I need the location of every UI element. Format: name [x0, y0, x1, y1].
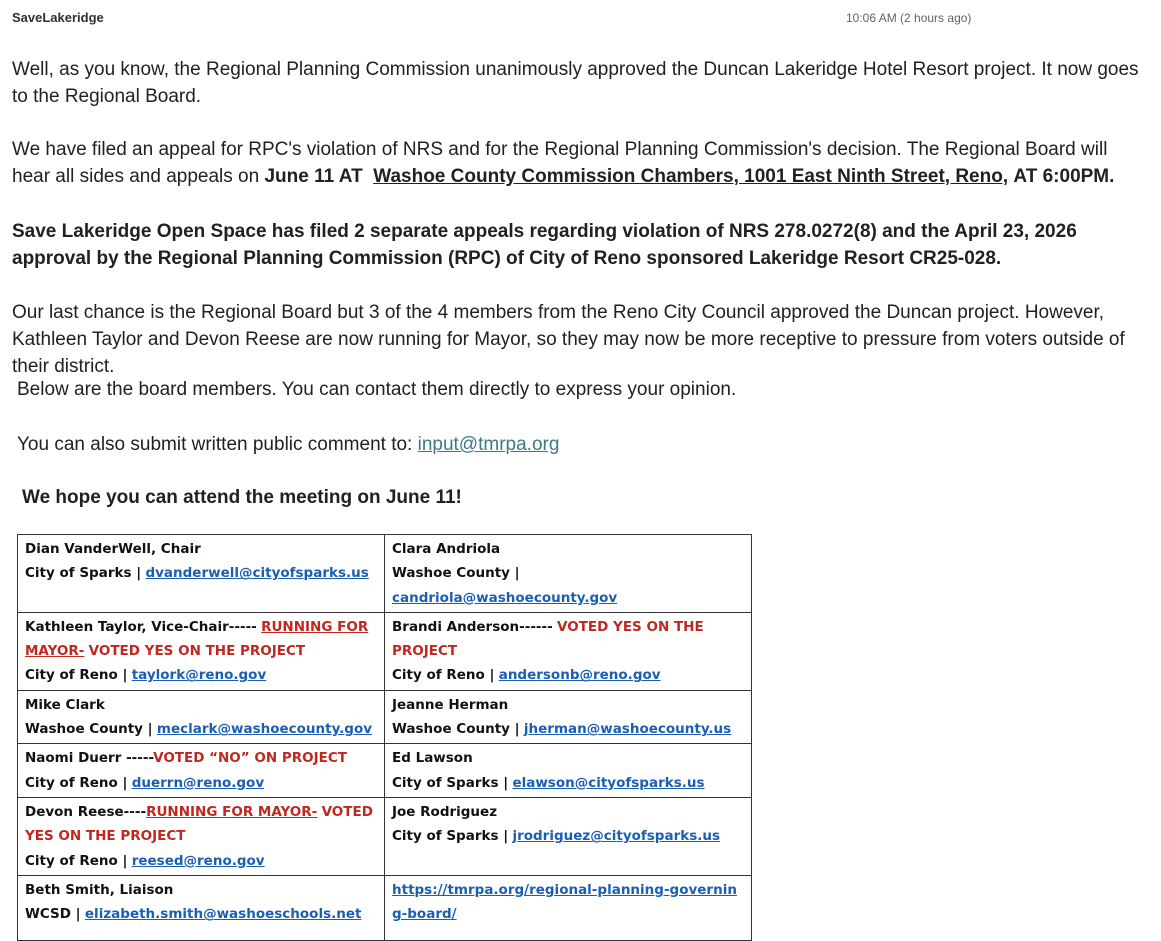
member-email-link[interactable]: duerrn@reno.gov — [131, 774, 265, 791]
member-email-link[interactable]: taylork@reno.gov — [131, 667, 267, 684]
running-for-mayor-note: RUNNING FOR MAYOR- — [146, 803, 318, 820]
member-email-link[interactable]: elawson@cityofsparks.us — [512, 774, 705, 791]
member-name: Joe Rodriguez — [392, 803, 498, 820]
paragraph-appeal — [12, 136, 1147, 190]
member-cell — [18, 875, 385, 940]
table-row — [18, 744, 752, 798]
timestamp: 10:06 AM (2 hours ago) — [846, 11, 972, 25]
member-org: City of Sparks | — [392, 774, 509, 791]
comment-email-link[interactable]: input@tmrpa.org — [417, 434, 560, 455]
member-cell — [385, 690, 752, 744]
member-org: City of Sparks | — [25, 565, 142, 582]
table-row — [18, 797, 752, 875]
hearing-location: Washoe County Commission Chambers, 1001 East Ninth Street, Reno, — [373, 166, 1009, 187]
public-comment-text: You can also submit written public comment to: — [17, 434, 418, 455]
member-cell — [18, 612, 385, 690]
table-row — [18, 690, 752, 744]
member-email-link[interactable]: andersonb@reno.gov — [498, 667, 661, 684]
vote-note: VOTED YES ON THE PROJECT — [25, 803, 373, 845]
member-name: Ed Lawson — [392, 750, 473, 767]
paragraph-board-members: Below are the board members. You can contact them directly to express your opinion. — [17, 379, 737, 400]
member-email-link[interactable]: dvanderwell@cityofsparks.us — [145, 565, 369, 582]
member-org: City of Sparks | — [392, 828, 509, 845]
paragraph-approval: Well, as you know, the Regional Planning Commission unanimously approved the Duncan Lakeridge Hotel Resort project. It now goes to the Regional Board. — [12, 59, 1139, 107]
member-cell — [385, 535, 752, 613]
table-row — [18, 535, 752, 613]
member-org: Washoe County | — [25, 721, 153, 738]
hearing-time: AT 6:00PM. — [1013, 166, 1115, 187]
member-email-link[interactable]: jherman@washoecounty.us — [523, 721, 732, 738]
paragraph-public-comment — [17, 431, 1152, 458]
member-name: Mike Clark — [25, 696, 105, 713]
sender-name[interactable]: SaveLakeridge — [12, 10, 104, 25]
member-cell — [385, 744, 752, 798]
member-org: City of Reno | — [392, 667, 495, 684]
attend-text: We hope you can attend the meeting on June 11! — [22, 487, 462, 508]
member-name: Dian VanderWell, Chair — [25, 541, 201, 557]
member-name: Jeanne Herman — [392, 696, 509, 713]
member-org: WCSD | — [25, 906, 81, 923]
appeal-text: We have filed an appeal for RPC's violation of NRS and for the Regional Planning Commission's decision. The Regional Board will hear all sides and appeals on — [12, 139, 1108, 187]
member-name: Devon Reese---- — [25, 803, 147, 820]
member-org: City of Reno | — [25, 774, 128, 791]
table-row — [18, 612, 752, 690]
table-row — [18, 875, 752, 940]
member-email-link[interactable]: meclark@washoecounty.gov — [156, 721, 373, 738]
vote-note: VOTED YES ON THE PROJECT — [392, 618, 704, 660]
member-cell — [385, 612, 752, 690]
appeals-filed-text: Save Lakeridge Open Space has filed 2 separate appeals regarding violation of NRS 278.0272(8) and the April 23, 2026 approval by the Regional Planning Commission (RPC) of City of Reno sponsored Lakeridge Resort CR25-028. — [12, 221, 1077, 269]
member-org: City of Reno | — [25, 852, 128, 869]
paragraph-attend — [22, 484, 1157, 511]
hearing-date: June 11 AT — [264, 166, 363, 187]
member-org: Washoe County | — [392, 565, 520, 582]
member-email-link[interactable]: jrodriguez@cityofsparks.us — [512, 828, 721, 845]
member-name: Beth Smith, Liaison — [25, 881, 174, 898]
member-cell — [18, 690, 385, 744]
member-name: Naomi Duerr ----- — [25, 750, 154, 767]
vote-note: VOTED YES ON THE PROJECT — [88, 643, 306, 660]
member-name: Brandi Anderson------ — [392, 618, 553, 635]
paragraph-appeals-filed — [12, 218, 1147, 272]
member-org: City of Reno | — [25, 667, 128, 684]
member-email-link[interactable]: elizabeth.smith@washoeschools.net — [84, 906, 362, 923]
member-cell — [18, 535, 385, 613]
member-email-link[interactable]: candriola@washoecounty.gov — [392, 589, 618, 606]
board-website-link[interactable]: https://tmrpa.org/regional-planning-governing-board/ — [392, 881, 737, 923]
member-name: Clara Andriola — [392, 541, 501, 557]
member-cell — [18, 744, 385, 798]
link-cell — [385, 875, 752, 940]
vote-note: VOTED “NO” ON PROJECT — [153, 750, 347, 767]
member-email-link[interactable]: reesed@reno.gov — [131, 852, 265, 869]
member-org: Washoe County | — [392, 721, 520, 738]
member-name: Kathleen Taylor, Vice-Chair----- — [25, 618, 257, 635]
board-members-table — [17, 534, 752, 941]
member-cell — [18, 797, 385, 875]
paragraph-last-chance: Our last chance is the Regional Board but 3 of the 4 members from the Reno City Council approved the Duncan project. However, Kathleen Taylor and Devon Reese are now running for Mayor, so they may now be more receptive to pressure from voters outside of their district. — [12, 302, 1125, 377]
email-header — [12, 10, 1152, 28]
running-for-mayor-note: RUNNING FOR MAYOR- — [25, 618, 369, 660]
member-cell — [385, 797, 752, 875]
